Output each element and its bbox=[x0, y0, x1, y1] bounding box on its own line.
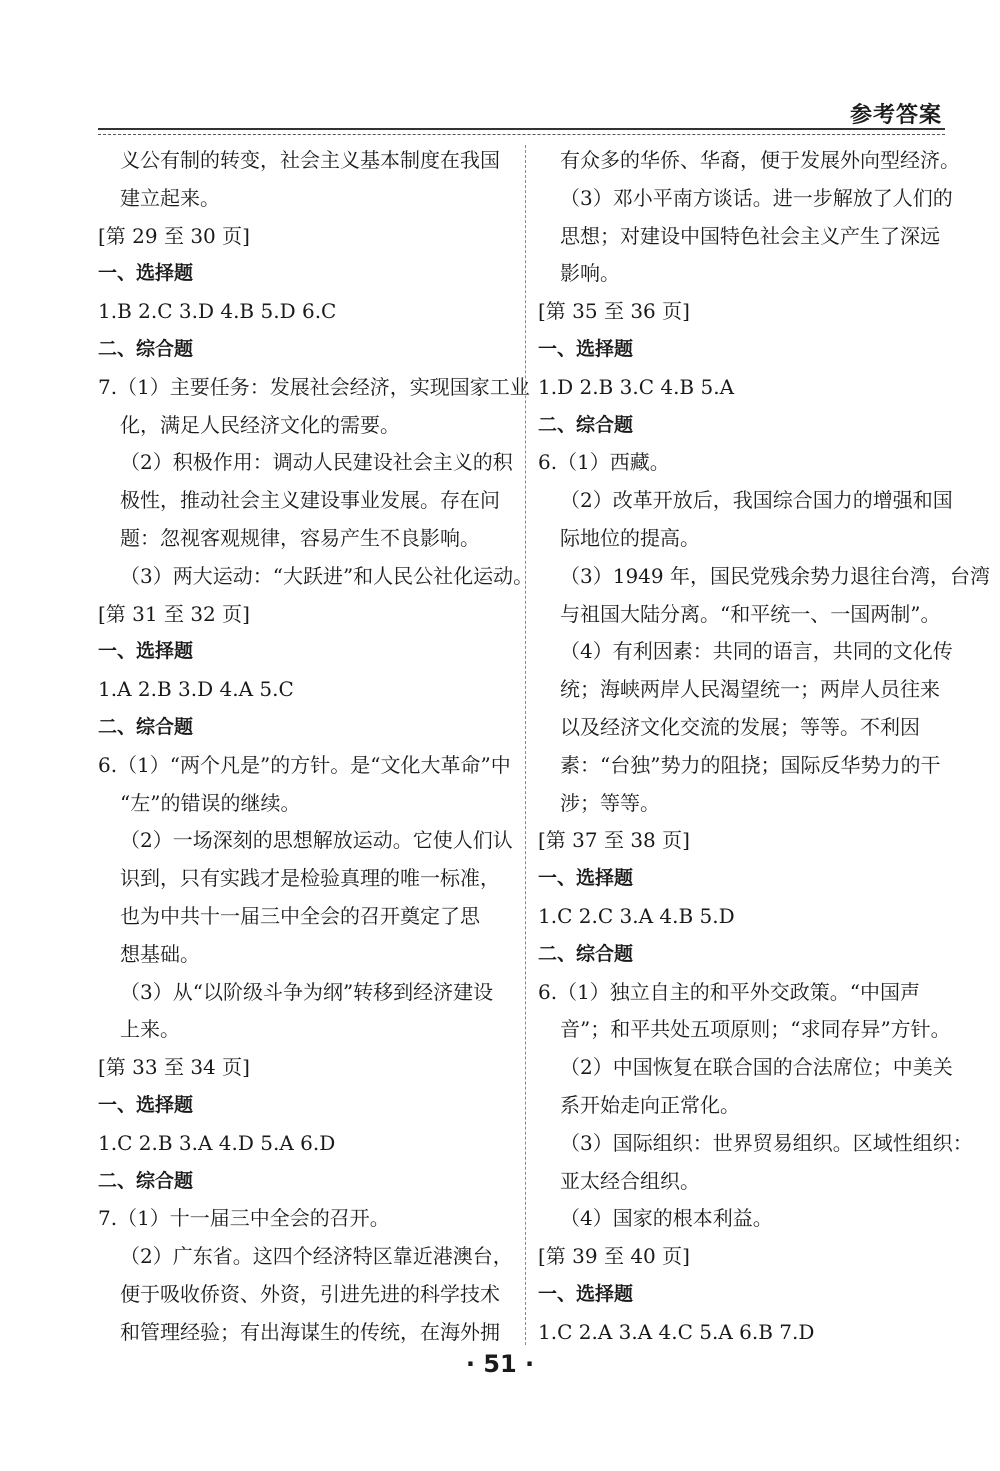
answer-line: 便于吸收侨资、外资，引进先进的科学技术 bbox=[120, 1281, 500, 1306]
section-heading: 二、综合题 bbox=[538, 413, 634, 436]
answer-line: 7.（1）主要任务：发展社会经济，实现国家工业 bbox=[98, 374, 530, 399]
answer-line: 1.A 2.B 3.D 4.A 5.C bbox=[98, 677, 294, 702]
answer-line: 1.C 2.A 3.A 4.C 5.A 6.B 7.D bbox=[538, 1319, 815, 1344]
answer-line: （4）国家的根本利益。 bbox=[560, 1206, 773, 1231]
answer-line: 涉；等等。 bbox=[560, 790, 660, 815]
section-heading: 一、选择题 bbox=[538, 867, 634, 890]
header-rule bbox=[98, 128, 945, 130]
answer-line: 1.B 2.C 3.D 4.B 5.D 6.C bbox=[98, 299, 337, 324]
answer-line: 上来。 bbox=[120, 1017, 180, 1042]
answer-line: 1.C 2.B 3.A 4.D 5.A 6.D bbox=[98, 1130, 336, 1155]
answer-line: 音”；和平共处五项原则；“求同存异”方针。 bbox=[560, 1017, 951, 1042]
answer-line: 亚太经合组织。 bbox=[560, 1168, 700, 1193]
answer-line: 题：忽视客观规律，容易产生不良影响。 bbox=[120, 525, 480, 550]
answer-line: （3）两大运动：“大跃进”和人民公社化运动。 bbox=[120, 563, 534, 588]
right-column bbox=[538, 142, 990, 1352]
answer-line: 也为中共十一届三中全会的召开奠定了思 bbox=[120, 903, 480, 928]
section-heading: 一、选择题 bbox=[98, 1093, 194, 1116]
page-number: · 51 · bbox=[465, 1350, 535, 1378]
answer-line: 6.（1）西藏。 bbox=[538, 450, 670, 475]
section-heading: 二、综合题 bbox=[538, 942, 634, 965]
answer-line: 7.（1）十一届三中全会的召开。 bbox=[98, 1206, 390, 1231]
answer-line: “左”的错误的继续。 bbox=[120, 790, 301, 815]
left-column bbox=[98, 142, 534, 1352]
answer-line: 影响。 bbox=[560, 261, 620, 286]
answer-line: 想基础。 bbox=[120, 941, 200, 966]
answer-line: 6.（1）独立自主的和平外交政策。“中国声 bbox=[538, 979, 921, 1004]
answer-line: 统；海峡两岸人民渴望统一；两岸人员往来 bbox=[560, 677, 940, 702]
answer-line: （2）广东省。这四个经济特区靠近港澳台， bbox=[120, 1244, 513, 1269]
section-heading: 二、综合题 bbox=[98, 337, 194, 360]
header-rule-dashed bbox=[98, 134, 945, 136]
section-heading: 二、综合题 bbox=[98, 1169, 194, 1192]
answer-line: （2）一场深刻的思想解放运动。它使人们认 bbox=[120, 828, 513, 853]
section-marker: [第 35 至 36 页] bbox=[538, 299, 690, 324]
section-marker: [第 39 至 40 页] bbox=[538, 1244, 690, 1269]
answer-line: 义公有制的转变，社会主义基本制度在我国 bbox=[120, 148, 500, 172]
answer-line: 化，满足人民经济文化的需要。 bbox=[120, 412, 400, 437]
answer-line: （3）1949 年，国民党残余势力退往台湾，台湾 bbox=[560, 563, 990, 588]
answer-line: 际地位的提高。 bbox=[560, 525, 700, 550]
answer-line: 和管理经验；有出海谋生的传统，在海外拥 bbox=[120, 1319, 500, 1344]
answer-line: 1.D 2.B 3.C 4.B 5.A bbox=[538, 374, 735, 399]
header-label: 参考答案 bbox=[849, 103, 942, 128]
answer-line: 1.C 2.C 3.A 4.B 5.D bbox=[538, 903, 735, 928]
answer-line: （2）积极作用：调动人民建设社会主义的积 bbox=[120, 450, 513, 475]
answer-line: 6.（1）“两个凡是”的方针。是“文化大革命”中 bbox=[98, 752, 511, 777]
answer-line: （2）改革开放后，我国综合国力的增强和国 bbox=[560, 488, 953, 513]
answer-line: 识到，只有实践才是检验真理的唯一标准， bbox=[120, 866, 500, 891]
answer-line: 系开始走向正常化。 bbox=[560, 1092, 740, 1117]
section-heading: 一、选择题 bbox=[98, 640, 194, 663]
section-marker: [第 31 至 32 页] bbox=[98, 601, 250, 626]
answer-line: （3）从“以阶级斗争为纲”转移到经济建设 bbox=[120, 979, 494, 1004]
answer-line: （3）邓小平南方谈话。进一步解放了人们的 bbox=[560, 185, 953, 210]
answer-line: 素：“台独”势力的阻挠；国际反华势力的干 bbox=[560, 752, 941, 777]
section-marker: [第 37 至 38 页] bbox=[538, 828, 690, 853]
answer-line: （3）国际组织：世界贸易组织。区域性组织： bbox=[560, 1130, 973, 1155]
answer-line: 思想；对建设中国特色社会主义产生了深远 bbox=[560, 223, 940, 248]
section-marker: [第 33 至 34 页] bbox=[98, 1055, 250, 1080]
answer-line: 以及经济文化交流的发展；等等。不利因 bbox=[560, 714, 920, 739]
answer-line: 极性，推动社会主义建设事业发展。存在问 bbox=[120, 488, 500, 513]
answer-line: 建立起来。 bbox=[120, 185, 220, 210]
answer-line: 有众多的华侨、华裔，便于发展外向型经济。 bbox=[560, 148, 960, 172]
section-heading: 一、选择题 bbox=[538, 337, 634, 360]
section-heading: 一、选择题 bbox=[98, 262, 194, 285]
answer-line: （2）中国恢复在联合国的合法席位；中美关 bbox=[560, 1055, 953, 1080]
section-heading: 二、综合题 bbox=[98, 715, 194, 738]
section-heading: 一、选择题 bbox=[538, 1282, 634, 1305]
answer-line: 与祖国大陆分离。“和平统一、一国两制”。 bbox=[560, 601, 941, 626]
section-marker: [第 29 至 30 页] bbox=[98, 223, 250, 248]
column-divider bbox=[525, 145, 526, 1345]
answer-line: （4）有利因素：共同的语言，共同的文化传 bbox=[560, 639, 953, 664]
